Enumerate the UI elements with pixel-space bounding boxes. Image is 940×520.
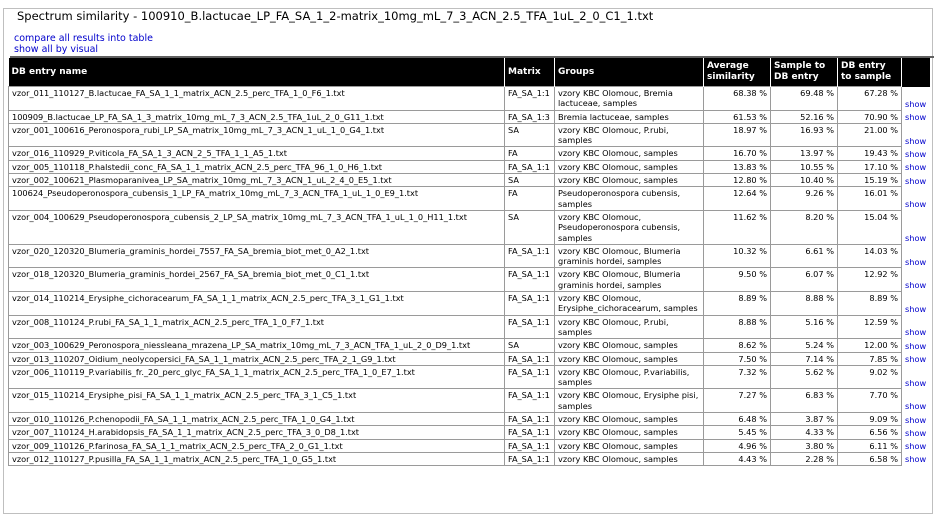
action-cell — [902, 174, 931, 187]
db-entry-name-cell: vzor_007_110124_H.arabidopsis_FA_SA_1_1_matrix_ACN_2.5_perc_TFA_3_0_D8_1.txt — [9, 426, 505, 439]
show-link[interactable]: show — [905, 327, 927, 338]
db-entry-name-cell: vzor_018_120320_Blumeria_graminis_hordei_2567_FA_SA_bremia_biot_met_0_C1_1.txt — [9, 268, 505, 292]
show-link[interactable]: show — [905, 427, 927, 438]
average-similarity-cell: 5.45 % — [704, 426, 771, 439]
sample-to-db-cell: 4.33 % — [771, 426, 838, 439]
average-similarity-cell: 8.88 % — [704, 315, 771, 339]
show-link[interactable]: show — [905, 441, 927, 452]
db-entry-name-cell: vzor_004_100629_Pseudoperonospora_cubensis_2_LP_SA_matrix_10mg_mL_7_3_ACN_TFA_1_uL_1_0_H11_1.txt — [9, 210, 505, 244]
sample-to-db-cell: 5.16 % — [771, 315, 838, 339]
matrix-cell: FA — [505, 147, 555, 160]
groups-cell: vzory KBC Olomouc, Bremia lactuceae, samples — [555, 87, 704, 111]
table-row — [9, 174, 931, 187]
sample-to-db-cell: 2.28 % — [771, 452, 838, 465]
matrix-cell: FA_SA_1:1 — [505, 268, 555, 292]
db-entry-name-cell: vzor_008_110124_P.rubi_FA_SA_1_1_matrix_ACN_2.5_perc_TFA_1_0_F7_1.txt — [9, 315, 505, 339]
table-row — [9, 147, 931, 160]
table-row — [9, 426, 931, 439]
groups-cell: vzory KBC Olomouc, P.rubi, samples — [555, 315, 704, 339]
show-link[interactable]: show — [905, 148, 927, 159]
average-similarity-cell: 8.89 % — [704, 292, 771, 316]
sample-to-db-cell: 13.97 % — [771, 147, 838, 160]
average-similarity-cell: 4.43 % — [704, 452, 771, 465]
db-entry-name-cell: vzor_005_110118_P.halstedii_conc_FA_SA_1_1_matrix_ACN_2.5_perc_TFA_96_1_0_H6_1.txt — [9, 160, 505, 173]
sample-to-db-cell: 3.87 % — [771, 413, 838, 426]
db-entry-name-cell: vzor_002_100621_Plasmoparanivea_LP_SA_matrix_10mg_mL_7_3_ACN_1_uL_2_4_0_E5_1.txt — [9, 174, 505, 187]
sample-to-db-cell: 6.83 % — [771, 389, 838, 413]
table-row — [9, 123, 931, 147]
average-similarity-cell: 7.50 % — [704, 352, 771, 365]
groups-cell: Pseudoperonospora cubensis, samples — [555, 187, 704, 211]
matrix-cell: SA — [505, 123, 555, 147]
groups-cell: vzory KBC Olomouc, Erysiphe_cichoracearum, samples — [555, 292, 704, 316]
action-cell — [902, 315, 931, 339]
matrix-cell: FA_SA_1:1 — [505, 365, 555, 389]
db-to-sample-cell: 9.09 % — [838, 413, 902, 426]
db-entry-name-cell: vzor_009_110126_P.farinosa_FA_SA_1_1_matrix_ACN_2.5_perc_TFA_2_0_G1_1.txt — [9, 439, 505, 452]
table-row — [9, 210, 931, 244]
sample-to-db-cell: 8.20 % — [771, 210, 838, 244]
sample-to-db-cell: 9.26 % — [771, 187, 838, 211]
db-to-sample-cell: 6.58 % — [838, 452, 902, 465]
action-cell — [902, 365, 931, 389]
groups-cell: vzory KBC Olomouc, Erysiphe pisi, samples — [555, 389, 704, 413]
matrix-cell: FA_SA_1:1 — [505, 315, 555, 339]
groups-cell: vzory KBC Olomouc, samples — [555, 339, 704, 352]
show-link[interactable]: show — [905, 340, 927, 351]
db-to-sample-cell: 15.04 % — [838, 210, 902, 244]
db-to-sample-cell: 14.03 % — [838, 244, 902, 268]
show-link[interactable]: show — [905, 199, 927, 210]
action-cell — [902, 389, 931, 413]
sample-to-db-cell: 3.80 % — [771, 439, 838, 452]
table-row — [9, 110, 931, 123]
matrix-cell: SA — [505, 210, 555, 244]
matrix-cell: FA_SA_1:1 — [505, 292, 555, 316]
matrix-cell: FA_SA_1:1 — [505, 426, 555, 439]
db-to-sample-cell: 12.92 % — [838, 268, 902, 292]
groups-cell: vzory KBC Olomouc, samples — [555, 439, 704, 452]
average-similarity-cell: 7.32 % — [704, 365, 771, 389]
average-similarity-cell: 18.97 % — [704, 123, 771, 147]
average-similarity-cell: 12.64 % — [704, 187, 771, 211]
matrix-cell: FA_SA_1:1 — [505, 413, 555, 426]
matrix-cell: FA_SA_1:1 — [505, 352, 555, 365]
sample-to-db-cell: 10.40 % — [771, 174, 838, 187]
groups-cell: vzory KBC Olomouc, samples — [555, 352, 704, 365]
average-similarity-cell: 8.62 % — [704, 339, 771, 352]
show-all-visual-link[interactable]: show all by visual — [14, 44, 99, 55]
sample-to-db-cell: 52.16 % — [771, 110, 838, 123]
table-row — [9, 160, 931, 173]
db-entry-name-cell: vzor_003_100629_Peronospora_niessleana_mrazena_LP_SA_matrix_10mg_mL_7_3_ACN_TFA_1_uL_2_0_D9_1.txt — [9, 339, 505, 352]
db-entry-name-cell: vzor_013_110207_Oidium_neolycopersici_FA_SA_1_1_matrix_ACN_2.5_perc_TFA_2_1_G9_1.txt — [9, 352, 505, 365]
db-to-sample-cell: 19.43 % — [838, 147, 902, 160]
groups-cell: vzory KBC Olomouc, samples — [555, 452, 704, 465]
average-similarity-cell: 12.80 % — [704, 174, 771, 187]
db-entry-name-cell: vzor_012_110127_P.pusilla_FA_SA_1_1_matrix_ACN_2.5_perc_TFA_1_0_G5_1.txt — [9, 452, 505, 465]
groups-cell: vzory KBC Olomouc, samples — [555, 147, 704, 160]
show-link[interactable]: show — [905, 280, 927, 291]
matrix-cell: SA — [505, 339, 555, 352]
average-similarity-cell: 11.62 % — [704, 210, 771, 244]
table-row — [9, 268, 931, 292]
db-to-sample-cell: 12.59 % — [838, 315, 902, 339]
matrix-cell: FA_SA_1:1 — [505, 439, 555, 452]
db-to-sample-cell: 6.11 % — [838, 439, 902, 452]
average-similarity-cell: 4.96 % — [704, 439, 771, 452]
action-cell — [902, 87, 931, 111]
matrix-cell: FA — [505, 187, 555, 211]
header-matrix: Matrix — [505, 58, 555, 87]
sample-to-db-cell: 6.61 % — [771, 244, 838, 268]
db-to-sample-cell: 15.19 % — [838, 174, 902, 187]
groups-cell: vzory KBC Olomouc, samples — [555, 413, 704, 426]
db-entry-name-cell: 100909_B.lactucae_LP_FA_SA_1_3_matrix_10mg_mL_7_3_ACN_2.5_TFA_1uL_2_0_G11_1.txt — [9, 110, 505, 123]
sample-to-db-cell: 10.55 % — [771, 160, 838, 173]
average-similarity-cell: 13.83 % — [704, 160, 771, 173]
db-to-sample-cell: 12.00 % — [838, 339, 902, 352]
action-cell — [902, 160, 931, 173]
header-average-similarity: Average similarity — [704, 58, 771, 87]
matrix-cell: FA_SA_1:1 — [505, 244, 555, 268]
db-to-sample-cell: 16.01 % — [838, 187, 902, 211]
show-link[interactable]: show — [905, 162, 927, 173]
show-link[interactable]: show — [905, 175, 927, 186]
groups-cell: Bremia lactuceae, samples — [555, 110, 704, 123]
sample-to-db-cell: 5.62 % — [771, 365, 838, 389]
groups-cell: vzory KBC Olomouc, Blumeria graminis hordei, samples — [555, 244, 704, 268]
db-to-sample-cell: 7.70 % — [838, 389, 902, 413]
sample-to-db-cell: 5.24 % — [771, 339, 838, 352]
groups-cell: vzory KBC Olomouc, P.variabilis, samples — [555, 365, 704, 389]
action-cell — [902, 452, 931, 465]
table-row — [9, 87, 931, 111]
matrix-cell: FA_SA_1:1 — [505, 87, 555, 111]
action-cell — [902, 187, 931, 211]
action-cell — [902, 339, 931, 352]
table-row — [9, 439, 931, 452]
show-link[interactable]: show — [905, 98, 927, 109]
table-row — [9, 187, 931, 211]
show-link[interactable]: show — [905, 354, 927, 365]
groups-cell: vzory KBC Olomouc, Blumeria graminis hordei, samples — [555, 268, 704, 292]
table-row — [9, 315, 931, 339]
table-row — [9, 365, 931, 389]
groups-cell: vzory KBC Olomouc, samples — [555, 160, 704, 173]
panel-links — [14, 33, 153, 55]
sample-to-db-cell: 16.93 % — [771, 123, 838, 147]
matrix-cell: SA — [505, 174, 555, 187]
panel-title: Spectrum similarity - 100910_B.lactucae_LP_FA_SA_1_2-matrix_10mg_mL_7_3_ACN_2.5_TFA_1uL_2_0_C1_1.txt — [14, 9, 656, 23]
header-sample-to-db: Sample to DB entry — [771, 58, 838, 87]
db-entry-name-cell: vzor_014_110214_Erysiphe_cichoracearum_FA_SA_1_1_matrix_ACN_2.5_perc_TFA_3_1_G1_1.txt — [9, 292, 505, 316]
average-similarity-cell: 16.70 % — [704, 147, 771, 160]
show-link[interactable]: show — [905, 112, 927, 123]
table-row — [9, 352, 931, 365]
db-to-sample-cell: 17.10 % — [838, 160, 902, 173]
matrix-cell: FA_SA_1:1 — [505, 389, 555, 413]
db-entry-name-cell: vzor_006_110119_P.variabilis_fr._20_perc_glyc_FA_SA_1_1_matrix_ACN_2.5_perc_TFA_1_0_E7_1.txt — [9, 365, 505, 389]
action-cell — [902, 426, 931, 439]
action-cell — [902, 413, 931, 426]
db-entry-name-cell: vzor_001_100616_Peronospora_rubi_LP_SA_matrix_10mg_mL_7_3_ACN_1_uL_1_0_G4_1.txt — [9, 123, 505, 147]
db-to-sample-cell: 70.90 % — [838, 110, 902, 123]
db-entry-name-cell: vzor_010_110126_P.chenopodii_FA_SA_1_1_matrix_ACN_2.5_perc_TFA_1_0_G4_1.txt — [9, 413, 505, 426]
db-to-sample-cell: 6.56 % — [838, 426, 902, 439]
show-link[interactable]: show — [905, 377, 927, 388]
action-cell — [902, 439, 931, 452]
action-cell — [902, 292, 931, 316]
table-row — [9, 339, 931, 352]
matrix-cell: FA_SA_1:3 — [505, 110, 555, 123]
db-to-sample-cell: 67.28 % — [838, 87, 902, 111]
header-db-to-sample: DB entry to sample — [838, 58, 902, 87]
matrix-cell: FA_SA_1:1 — [505, 160, 555, 173]
groups-cell: vzory KBC Olomouc, samples — [555, 174, 704, 187]
action-cell — [902, 110, 931, 123]
action-cell — [902, 210, 931, 244]
table-row — [9, 413, 931, 426]
average-similarity-cell: 6.48 % — [704, 413, 771, 426]
table-row — [9, 244, 931, 268]
action-cell — [902, 147, 931, 160]
sample-to-db-cell: 6.07 % — [771, 268, 838, 292]
table-row — [9, 292, 931, 316]
action-cell — [902, 352, 931, 365]
db-entry-name-cell: vzor_011_110127_B.lactucae_FA_SA_1_1_matrix_ACN_2.5_perc_TFA_1_0_F6_1.txt — [9, 87, 505, 111]
table-row — [9, 452, 931, 465]
db-to-sample-cell: 9.02 % — [838, 365, 902, 389]
db-entry-name-cell: vzor_015_110214_Erysiphe_pisi_FA_SA_1_1_matrix_ACN_2.5_perc_TFA_3_1_C5_1.txt — [9, 389, 505, 413]
show-link[interactable]: show — [905, 454, 927, 465]
action-cell — [902, 123, 931, 147]
db-entry-name-cell: 100624_Pseudoperonospora_cubensis_1_LP_FA_matrix_10mg_mL_7_3_ACN_TFA_1_uL_1_0_E9_1.txt — [9, 187, 505, 211]
action-cell — [902, 244, 931, 268]
show-link[interactable]: show — [905, 233, 927, 244]
groups-cell: vzory KBC Olomouc, samples — [555, 426, 704, 439]
groups-cell: vzory KBC Olomouc, Pseudoperonospora cubensis, samples — [555, 210, 704, 244]
show-link[interactable]: show — [905, 401, 927, 412]
average-similarity-cell: 9.50 % — [704, 268, 771, 292]
action-cell — [902, 268, 931, 292]
compare-all-link[interactable]: compare all results into table — [14, 33, 153, 44]
table-row — [9, 389, 931, 413]
table-header-row — [9, 58, 931, 87]
db-to-sample-cell: 21.00 % — [838, 123, 902, 147]
header-db-entry-name: DB entry name — [9, 58, 505, 87]
show-link[interactable]: show — [905, 414, 927, 425]
average-similarity-cell: 10.32 % — [704, 244, 771, 268]
groups-cell: vzory KBC Olomouc, P.rubi, samples — [555, 123, 704, 147]
sample-to-db-cell: 8.88 % — [771, 292, 838, 316]
matrix-cell: FA_SA_1:1 — [505, 452, 555, 465]
average-similarity-cell: 68.38 % — [704, 87, 771, 111]
average-similarity-cell: 7.27 % — [704, 389, 771, 413]
header-action — [902, 58, 931, 87]
average-similarity-cell: 61.53 % — [704, 110, 771, 123]
show-link[interactable]: show — [905, 256, 927, 267]
show-link[interactable]: show — [905, 303, 927, 314]
sample-to-db-cell: 69.48 % — [771, 87, 838, 111]
sample-to-db-cell: 7.14 % — [771, 352, 838, 365]
header-groups: Groups — [555, 58, 704, 87]
results-body — [9, 87, 931, 466]
db-entry-name-cell: vzor_020_120320_Blumeria_graminis_hordei_7557_FA_SA_bremia_biot_met_0_A2_1.txt — [9, 244, 505, 268]
results-table — [8, 58, 931, 466]
db-entry-name-cell: vzor_016_110929_P.viticola_FA_SA_1_3_ACN_2_5_TFA_1_1_A5_1.txt — [9, 147, 505, 160]
db-to-sample-cell: 8.89 % — [838, 292, 902, 316]
show-link[interactable]: show — [905, 135, 927, 146]
db-to-sample-cell: 7.85 % — [838, 352, 902, 365]
